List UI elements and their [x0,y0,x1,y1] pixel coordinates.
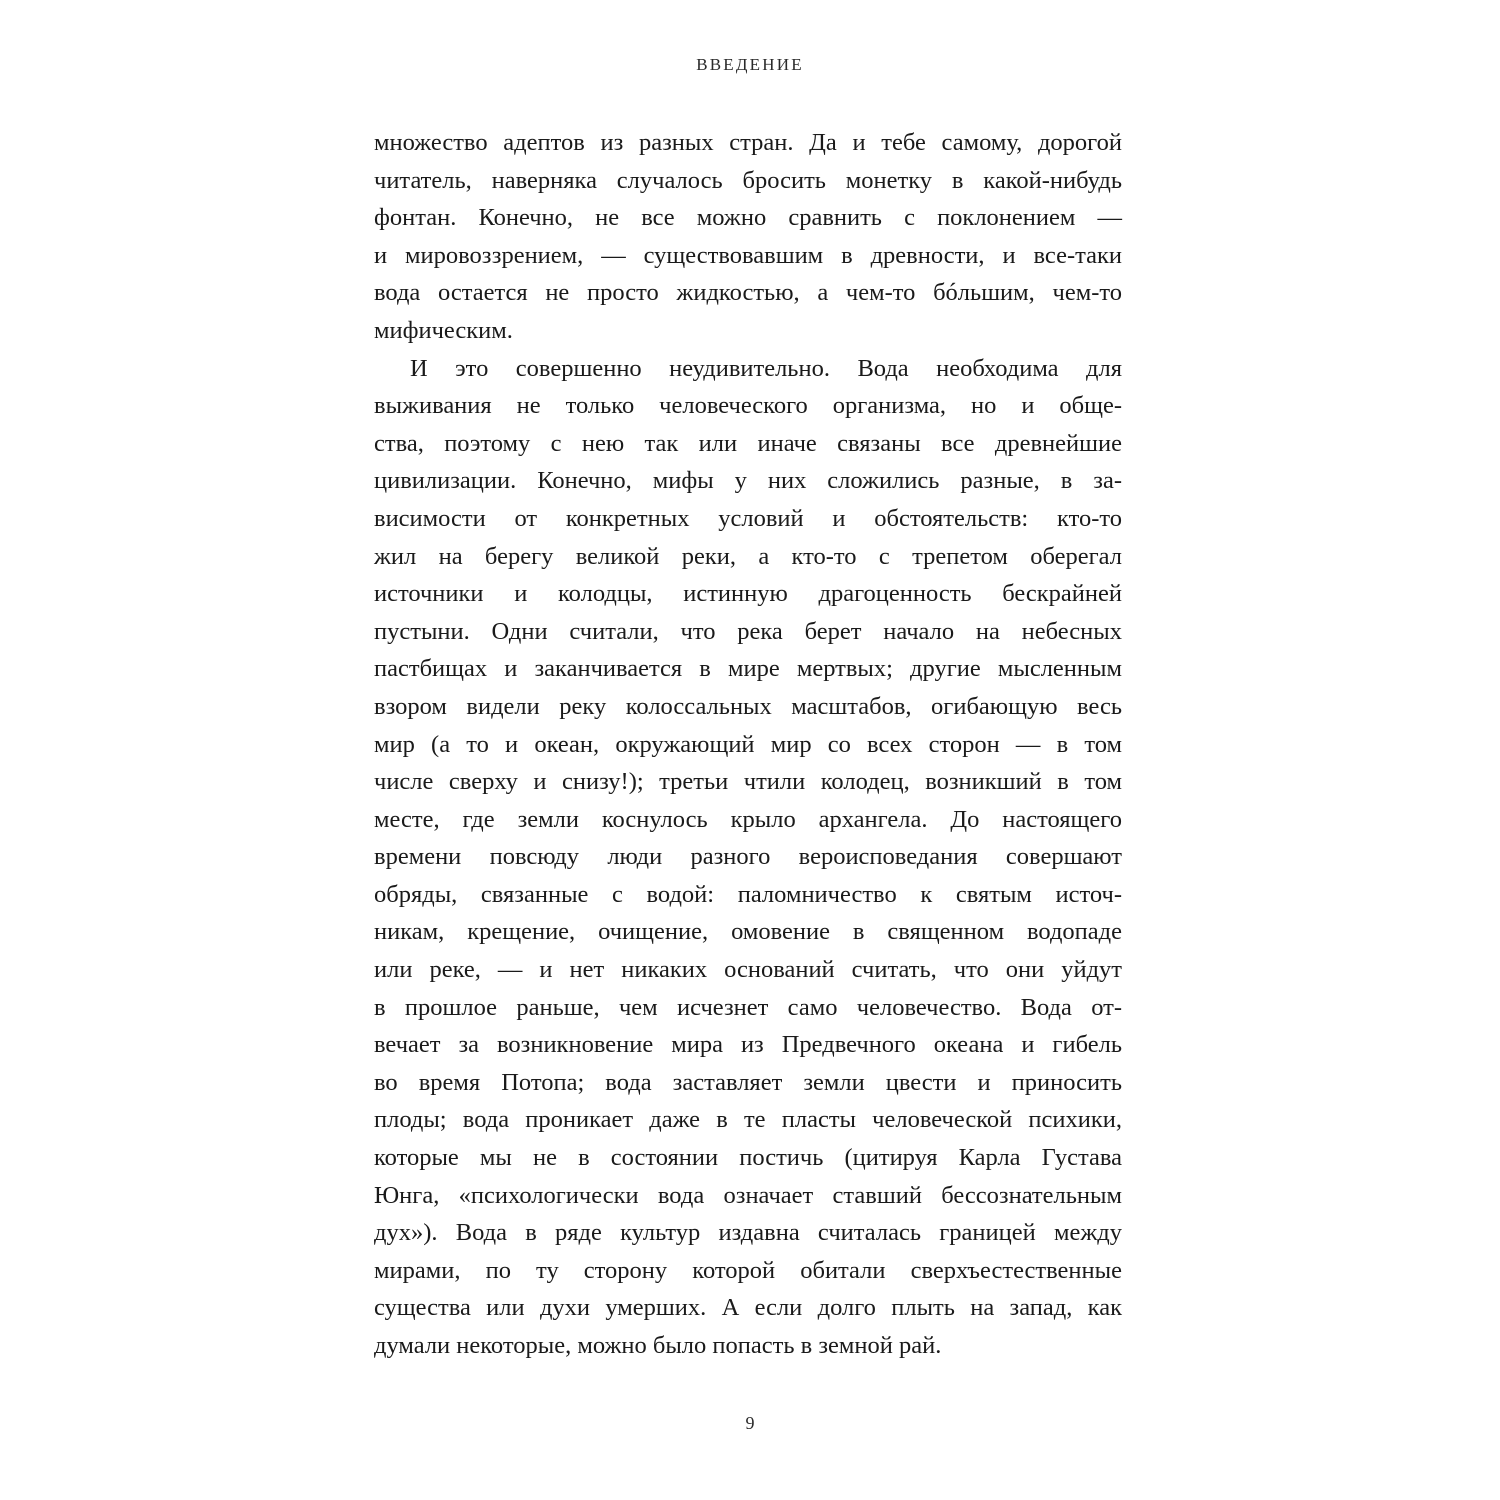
page-number: 9 [745,1413,755,1433]
text-line: месте, где земли коснулось крыло архангела. До настоящего [374,805,1122,833]
text-line: пастбищах и заканчивается в мире мертвых; другие мысленным [374,655,1122,683]
paragraph-first-line: И это совершенно неудивительно. Вода необходима для [410,354,1122,382]
text-line: в прошлое раньше, чем исчезнет само человечество. Вода от- [374,993,1122,1021]
text-line: читатель, наверняка случалось бросить монетку в какой-нибудь [374,166,1122,194]
text-line: никам, крещение, очищение, омовение в священном водопаде [374,918,1122,946]
text-line: обряды, связанные с водой: паломничество к святым источ- [374,880,1122,908]
text-line: думали некоторые, можно было попасть в земной рай. [374,1332,942,1359]
text-line: мирами, по ту сторону которой обитали сверхъестественные [374,1256,1122,1284]
text-line: и мировоззрением, — существовавшим в древности, и все-таки [374,241,1122,269]
text-line: взором видели реку колоссальных масштабов, огибающую весь [374,692,1122,720]
text-line: существа или духи умерших. А если долго плыть на запад, как [374,1294,1122,1322]
text-line: множество адептов из разных стран. Да и тебе самому, дорогой [374,129,1122,156]
text-line: времени повсюду люди разного вероисповедания совершают [374,843,1122,871]
text-line: фонтан. Конечно, не все можно сравнить с поклонением — [374,204,1122,232]
text-line: мир (а то и океан, окружающий мир со всех сторон — в том [374,730,1122,758]
text-line: вечает за возникновение мира из Предвечного океана и гибель [374,1031,1122,1059]
running-header: ВВЕДЕНИЕ [696,55,804,74]
body-text [374,124,1122,1365]
text-line: дух»). Вода в ряде культур издавна считалась границей между [374,1219,1122,1247]
text-line: ства, поэтому с нею так или иначе связаны все древнейшие [374,429,1122,457]
text-line: во время Потопа; вода заставляет земли цвести и приносить [374,1068,1122,1096]
text-line: жил на берегу великой реки, а кто-то с трепетом оберегал [374,542,1122,570]
text-line: или реке, — и нет никаких оснований считать, что они уйдут [374,956,1122,984]
text-line: пустыни. Одни считали, что река берет начало на небесных [374,617,1122,645]
text-line: мифическим. [374,316,513,344]
text-line: которые мы не в состоянии постичь (цитируя Карла Густава [374,1144,1122,1172]
text-line: источники и колодцы, истинную драгоценность бескрайней [374,580,1122,608]
text-line: Юнга, «психологически вода означает ставший бессознательным [374,1181,1122,1209]
text-line: висимости от конкретных условий и обстоятельств: кто-то [374,504,1122,532]
text-line: цивилизации. Конечно, мифы у них сложились разные, в за- [374,467,1122,495]
text-line: вода остается не просто жидкостью, а чем-то бóльшим, чем-то [374,279,1122,307]
text-line: выживания не только человеческого организма, но и обще- [374,392,1122,420]
text-line: плоды; вода проникает даже в те пласты человеческой психики, [374,1106,1122,1134]
text-line: числе сверху и снизу!); третьи чтили колодец, возникший в том [374,768,1122,796]
